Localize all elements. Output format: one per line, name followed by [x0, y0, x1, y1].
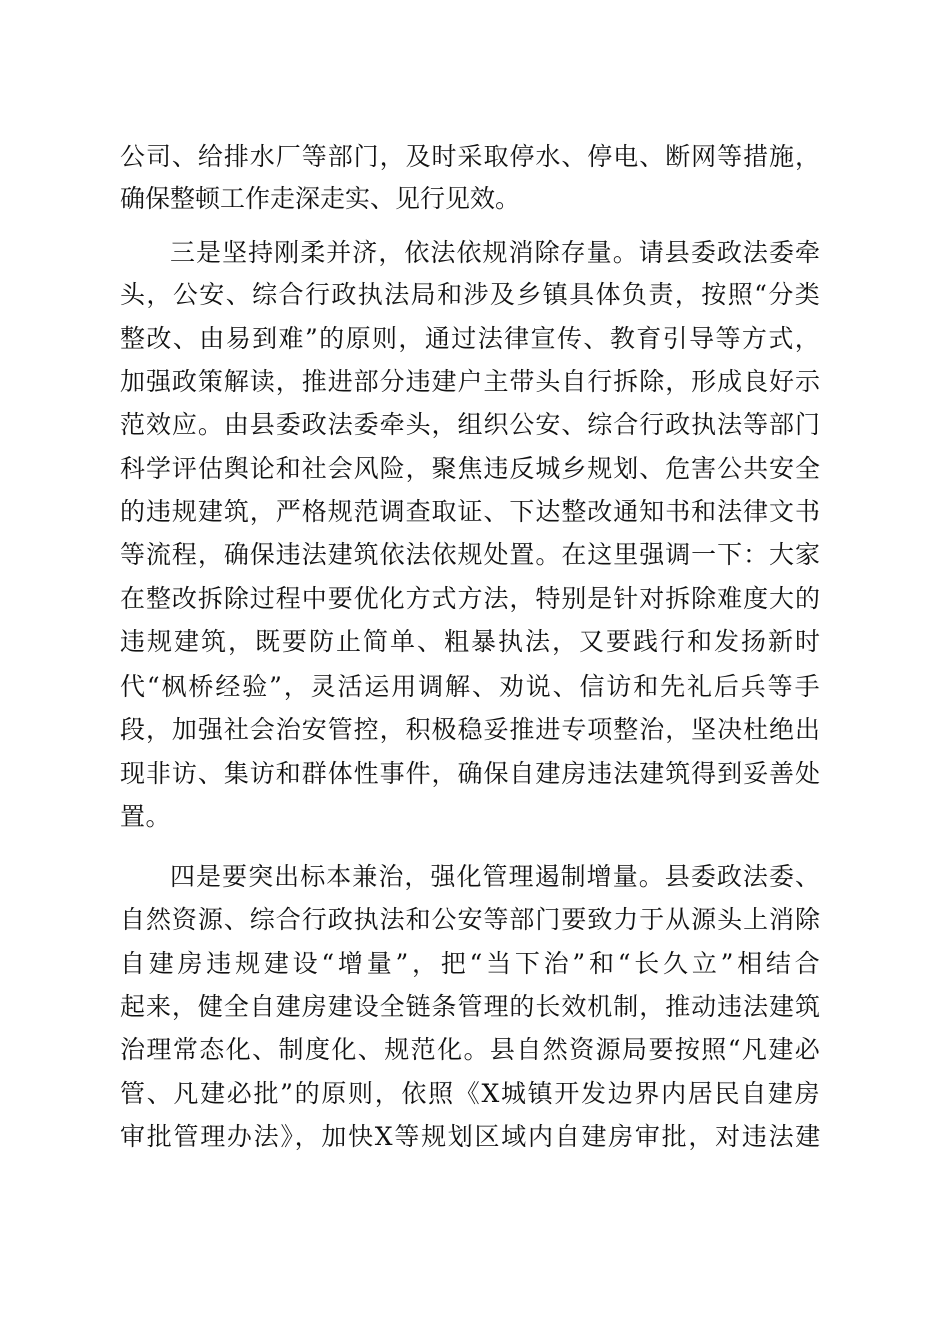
text-line: 代“枫桥经验”，灵活运用调解、劝说、信访和先礼后兵等手 [120, 672, 822, 701]
text-line: 管、凡建必批”的原则，依照《X城镇开发边界内居民自建房 [120, 1079, 822, 1108]
paragraph-start: 三是坚持刚柔并济，依法依规消除存量。请县委政法委牵 [170, 238, 822, 267]
text-line: 审批管理办法》，加快X等规划区域内自建房审批，对违法建 [120, 1122, 823, 1151]
text-line: 违规建筑，既要防止简单、粗暴执法，又要践行和发扬新时 [120, 627, 823, 656]
text-line: 确保整顿工作走深走实、见行见效。 [120, 184, 521, 213]
text-line: 整改、由易到难”的原则，通过法律宣传、教育引导等方式， [120, 324, 822, 353]
text-line: 范效应。由县委政法委牵头，组织公安、综合行政执法等部门 [120, 410, 821, 439]
text-line: 现非访、集访和群体性事件，确保自建房违法建筑得到妥善处 [120, 759, 821, 788]
text-line: 自建房违规建设“增量”，把“当下治”和“长久立”相结合 [120, 949, 824, 978]
text-line: 置。 [120, 802, 172, 831]
text-line: 的违规建筑，严格规范调查取证、下达整改通知书和法律文书 [120, 497, 821, 526]
text-line: 在整改拆除过程中要优化方式方法，特别是针对拆除难度大的 [120, 584, 821, 613]
text-line: 起来，健全自建房建设全链条管理的长效机制，推动违法建筑 [120, 992, 821, 1021]
text-line: 治理常态化、制度化、规范化。县自然资源局要按照“凡建必 [120, 1035, 822, 1064]
paragraph-start: 四是要突出标本兼治，强化管理遏制增量。县委政法委、 [170, 862, 822, 891]
text-line: 科学评估舆论和社会风险，聚焦违反城乡规划、危害公共安全 [120, 454, 821, 483]
text-line: 自然资源、综合行政执法和公安等部门要致力于从源头上消除 [120, 905, 821, 934]
text-line: 公司、给排水厂等部门，及时采取停水、停电、断网等措施， [120, 142, 821, 171]
text-line: 段，加强社会治安管控，积极稳妥推进专项整治，坚决杜绝出 [120, 715, 821, 744]
text-line: 头，公安、综合行政执法局和涉及乡镇具体负责，按照“分类 [120, 280, 822, 309]
text-line: 等流程，确保违法建筑依法依规处置。在这里强调一下：大家 [120, 540, 821, 569]
text-line: 加强政策解读，推进部分违建户主带头自行拆除，形成良好示 [120, 367, 821, 396]
